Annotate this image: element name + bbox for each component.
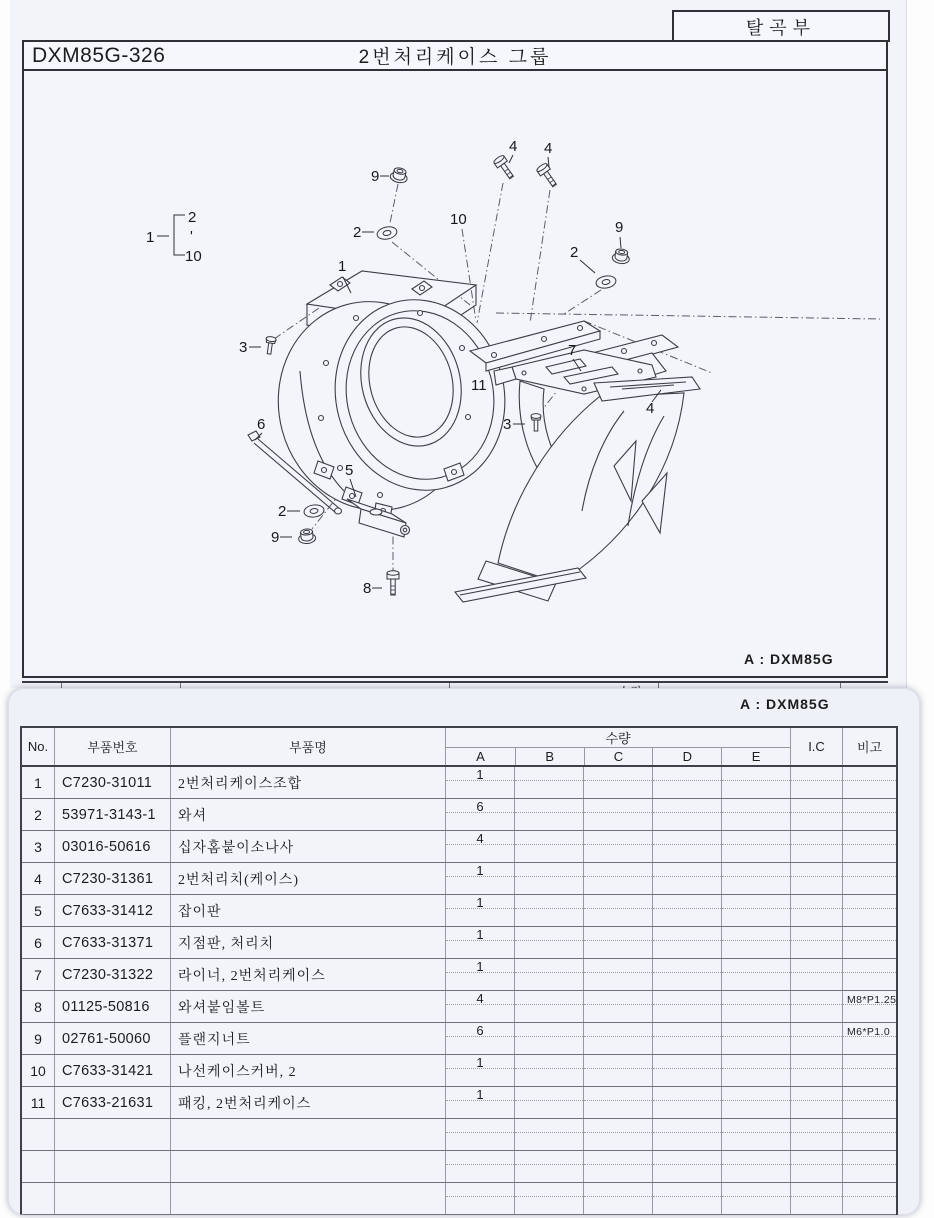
- cell-remark: [842, 927, 896, 958]
- cell-qty-b: [514, 1151, 583, 1182]
- cell-qty-b: [514, 991, 583, 1022]
- header-qty-a: A: [476, 749, 485, 764]
- cell-part-number: C7230-31361: [54, 863, 170, 894]
- header-qty-b: B: [515, 748, 584, 765]
- cell-no: 6: [34, 934, 42, 951]
- cell-part-name: 2번처리치(케이스): [170, 863, 445, 894]
- cell-qty-e: [721, 959, 790, 990]
- bolt-bottom: [387, 571, 399, 595]
- callout-label: 11: [471, 377, 487, 394]
- header-qty-d: D: [652, 748, 721, 765]
- cell-ic: [790, 767, 842, 798]
- cell-part-name: 플랜지너트: [170, 1023, 445, 1054]
- washer-top: [376, 225, 398, 241]
- cell-qty-c: [583, 799, 652, 830]
- cell-qty-c: [583, 895, 652, 926]
- cell-qty-c: [583, 1087, 652, 1118]
- cell-qty-a: 1: [445, 1087, 514, 1118]
- callout-label: 4: [509, 138, 518, 155]
- cell-qty-a: 1: [445, 927, 514, 958]
- callout-label: 8: [363, 580, 372, 597]
- table-row: [22, 831, 896, 863]
- cell-qty-d: [652, 1151, 721, 1182]
- cell-qty-a: [445, 1183, 514, 1214]
- cell-part-number: C7230-31322: [54, 959, 170, 990]
- legend-group: [146, 209, 202, 265]
- cell-qty-c: [583, 1055, 652, 1086]
- cell-part-number: C7633-31421: [54, 1055, 170, 1086]
- cell-part-name: [170, 1151, 445, 1182]
- cell-no: 2: [34, 806, 42, 823]
- cell-no: [22, 1119, 54, 1150]
- cell-no: 10: [30, 1062, 46, 1079]
- header-part-number: 부품번호: [54, 728, 170, 765]
- cell-qty-e: [721, 1087, 790, 1118]
- cell-part-name: 2번처리케이스조합: [170, 767, 445, 798]
- callout-label: 9: [371, 168, 380, 185]
- header-ic: I.C: [790, 728, 842, 765]
- cell-ic: [790, 895, 842, 926]
- cell-part-name: 와셔붙임볼트: [170, 991, 445, 1022]
- cell-part-name: 와셔: [170, 799, 445, 830]
- diagram-sheet: [10, 0, 907, 688]
- cell-qty-d: [652, 831, 721, 862]
- parts-table-panel: [8, 688, 920, 1215]
- title-bar: [22, 40, 888, 71]
- cell-qty-e: [721, 927, 790, 958]
- callout-label: 6: [257, 416, 266, 433]
- callout-label: 2: [570, 244, 579, 261]
- diagram-parts: [248, 271, 700, 602]
- cell-part-number: 03016-50616: [54, 831, 170, 862]
- cell-qty-d: [652, 895, 721, 926]
- cell-part-name: 나선케이스커버, 2: [170, 1055, 445, 1086]
- cell-remark: [842, 863, 896, 894]
- cell-remark: [842, 895, 896, 926]
- parts-table: [20, 726, 898, 1215]
- model-note-diagram: A : DXM85G: [744, 651, 834, 667]
- header-remarks: 비고: [842, 728, 896, 765]
- callout-label: 3: [239, 339, 248, 356]
- cell-qty-b: [514, 959, 583, 990]
- cell-remark: [842, 831, 896, 862]
- cell-qty-c: [583, 767, 652, 798]
- table-row: [22, 959, 896, 991]
- cell-qty-d: [652, 863, 721, 894]
- cell-part-number: C7230-31011: [54, 767, 170, 798]
- cell-ic: [790, 863, 842, 894]
- cell-qty-a: 1: [445, 1055, 514, 1086]
- cell-ic: [790, 1151, 842, 1182]
- cell-qty-a: 1: [445, 895, 514, 926]
- screw-left: [264, 336, 276, 355]
- cell-part-number: [54, 1183, 170, 1214]
- section-tab-label: 탈곡부: [745, 18, 817, 38]
- callout-label: ': [190, 228, 193, 245]
- cell-qty-a: [445, 1151, 514, 1182]
- cell-part-name: 지점판, 처리치: [170, 927, 445, 958]
- cell-remark: [842, 1055, 896, 1086]
- header-qty-columns: [446, 748, 790, 765]
- callout-label: 1: [146, 229, 155, 246]
- cell-part-name: 잡이판: [170, 895, 445, 926]
- cell-qty-e: [721, 1023, 790, 1054]
- table-row: [22, 767, 896, 799]
- cell-ic: [790, 831, 842, 862]
- cell-part-name: 패킹, 2번처리케이스: [170, 1087, 445, 1118]
- cell-part-number: 01125-50816: [54, 991, 170, 1022]
- table-row: [22, 991, 896, 1023]
- cell-part-number: C7633-21631: [54, 1087, 170, 1118]
- cell-remark: [842, 1119, 896, 1150]
- cell-ic: [790, 1119, 842, 1150]
- cell-qty-e: [721, 991, 790, 1022]
- cell-qty-a: [445, 1119, 514, 1150]
- cell-remark: [842, 959, 896, 990]
- model-note-table: A : DXM85G: [740, 696, 830, 712]
- header-qty-group: [445, 728, 790, 765]
- cell-qty-c: [583, 991, 652, 1022]
- cell-part-number: 02761-50060: [54, 1023, 170, 1054]
- callout-label: 4: [646, 400, 655, 417]
- table-row: [22, 799, 896, 831]
- cell-qty-a: 6: [445, 1023, 514, 1054]
- cell-qty-d: [652, 927, 721, 958]
- table-row: [22, 1183, 896, 1215]
- washer-right: [595, 274, 617, 289]
- cell-remark: [842, 799, 896, 830]
- callout-label: 4: [544, 140, 553, 157]
- cell-part-number: [54, 1119, 170, 1150]
- cell-part-name: [170, 1183, 445, 1214]
- cell-qty-c: [583, 1151, 652, 1182]
- cell-no: 11: [30, 1094, 46, 1111]
- header-no: No.: [27, 739, 49, 754]
- callout-label: 9: [615, 219, 624, 236]
- cell-part-name: [170, 1119, 445, 1150]
- cell-remark: M6*P1.0: [842, 1023, 896, 1054]
- cell-ic: [790, 991, 842, 1022]
- cell-ic: [790, 1087, 842, 1118]
- table-row: [22, 895, 896, 927]
- nut-top: [389, 166, 409, 184]
- cell-part-number: 53971-3143-1: [54, 799, 170, 830]
- cell-qty-d: [652, 959, 721, 990]
- cell-qty-c: [583, 1119, 652, 1150]
- nut-bottom: [298, 528, 316, 544]
- cell-qty-e: [721, 1055, 790, 1086]
- cell-no: 5: [34, 902, 42, 919]
- cell-qty-a: 1: [445, 767, 514, 798]
- cell-qty-c: [583, 1183, 652, 1214]
- header-qty: 수량: [446, 728, 790, 748]
- table-row: [22, 1023, 896, 1055]
- cell-qty-b: [514, 927, 583, 958]
- cell-no: 1: [34, 774, 42, 791]
- callout-label: 2: [188, 209, 197, 226]
- table-row: [22, 863, 896, 895]
- cell-qty-d: [652, 1023, 721, 1054]
- cell-qty-a: 1: [445, 863, 514, 894]
- header-qty-c: C: [584, 748, 653, 765]
- header-part-name: 부품명: [170, 728, 445, 765]
- cell-ic: [790, 1055, 842, 1086]
- callout-label: 7: [568, 342, 577, 359]
- cell-qty-b: [514, 767, 583, 798]
- cell-qty-e: [721, 895, 790, 926]
- cell-qty-b: [514, 1119, 583, 1150]
- page-title: 2번처리케이스 그룹: [358, 47, 552, 68]
- cell-qty-a: 4: [445, 991, 514, 1022]
- cell-qty-e: [721, 1151, 790, 1182]
- cell-no: 8: [34, 998, 42, 1015]
- cell-qty-c: [583, 927, 652, 958]
- cell-remark: [842, 1151, 896, 1182]
- cell-qty-b: [514, 1087, 583, 1118]
- cell-no: 3: [34, 838, 42, 855]
- cell-qty-b: [514, 1055, 583, 1086]
- callout-label: 9: [271, 529, 280, 546]
- cell-qty-e: [721, 799, 790, 830]
- cell-qty-d: [652, 767, 721, 798]
- cell-part-number: C7633-31412: [54, 895, 170, 926]
- table-body: [22, 767, 896, 1215]
- cell-qty-d: [652, 799, 721, 830]
- cell-qty-d: [652, 1055, 721, 1086]
- exploded-parts-diagram: [22, 71, 888, 678]
- cell-qty-b: [514, 831, 583, 862]
- cell-qty-e: [721, 863, 790, 894]
- nut-right: [612, 248, 631, 265]
- cell-qty-e: [721, 1119, 790, 1150]
- cell-qty-a: 6: [445, 799, 514, 830]
- cell-remark: [842, 767, 896, 798]
- washer-bottom: [303, 504, 324, 519]
- cell-ic: [790, 1023, 842, 1054]
- cell-part-name: 십자홈붙이소나사: [170, 831, 445, 862]
- diagram-svg: [24, 71, 886, 674]
- cell-no: 9: [34, 1030, 42, 1047]
- cell-qty-d: [652, 991, 721, 1022]
- cell-qty-e: [721, 1183, 790, 1214]
- cell-remark: M8*P1.25: [842, 991, 896, 1022]
- callout-label: 3: [503, 416, 512, 433]
- cell-qty-a: 4: [445, 831, 514, 862]
- bolt-b: [536, 162, 560, 189]
- section-tab: [672, 10, 890, 42]
- cell-qty-c: [583, 1023, 652, 1054]
- table-header: [22, 728, 896, 767]
- cell-qty-b: [514, 1183, 583, 1214]
- doc-code: DXM85G-326: [32, 43, 166, 67]
- cell-qty-e: [721, 767, 790, 798]
- cell-qty-c: [583, 959, 652, 990]
- cell-remark: [842, 1087, 896, 1118]
- table-row: [22, 1087, 896, 1119]
- part-case-body: [255, 271, 526, 532]
- callout-label: 5: [345, 462, 354, 479]
- callout-label: 10: [185, 248, 202, 265]
- cell-part-number: C7633-31371: [54, 927, 170, 958]
- cell-no: 7: [34, 966, 42, 983]
- cell-qty-a: 1: [445, 959, 514, 990]
- cell-qty-d: [652, 1087, 721, 1118]
- cell-part-number: [54, 1151, 170, 1182]
- callout-label: 2: [353, 224, 362, 241]
- cell-no: 4: [34, 870, 42, 887]
- cell-no: [22, 1183, 54, 1214]
- callout-label: 2: [278, 503, 287, 520]
- callout-label: 10: [450, 211, 467, 228]
- bolt-a: [493, 154, 517, 181]
- cell-qty-d: [652, 1183, 721, 1214]
- cell-ic: [790, 799, 842, 830]
- table-row: [22, 1151, 896, 1183]
- cell-ic: [790, 1183, 842, 1214]
- cell-qty-d: [652, 1119, 721, 1150]
- cell-no: [22, 1151, 54, 1182]
- table-row: [22, 1055, 896, 1087]
- cell-qty-b: [514, 863, 583, 894]
- cell-qty-b: [514, 895, 583, 926]
- cell-qty-c: [583, 831, 652, 862]
- callout-label: 1: [338, 258, 347, 275]
- table-row: [22, 1119, 896, 1151]
- cell-remark: [842, 1183, 896, 1214]
- cell-part-name: 라이너, 2번처리케이스: [170, 959, 445, 990]
- cell-qty-b: [514, 1023, 583, 1054]
- cell-qty-c: [583, 863, 652, 894]
- cell-qty-e: [721, 831, 790, 862]
- table-row: [22, 927, 896, 959]
- header-qty-e: E: [721, 748, 790, 765]
- cell-ic: [790, 927, 842, 958]
- cell-ic: [790, 959, 842, 990]
- cell-qty-b: [514, 799, 583, 830]
